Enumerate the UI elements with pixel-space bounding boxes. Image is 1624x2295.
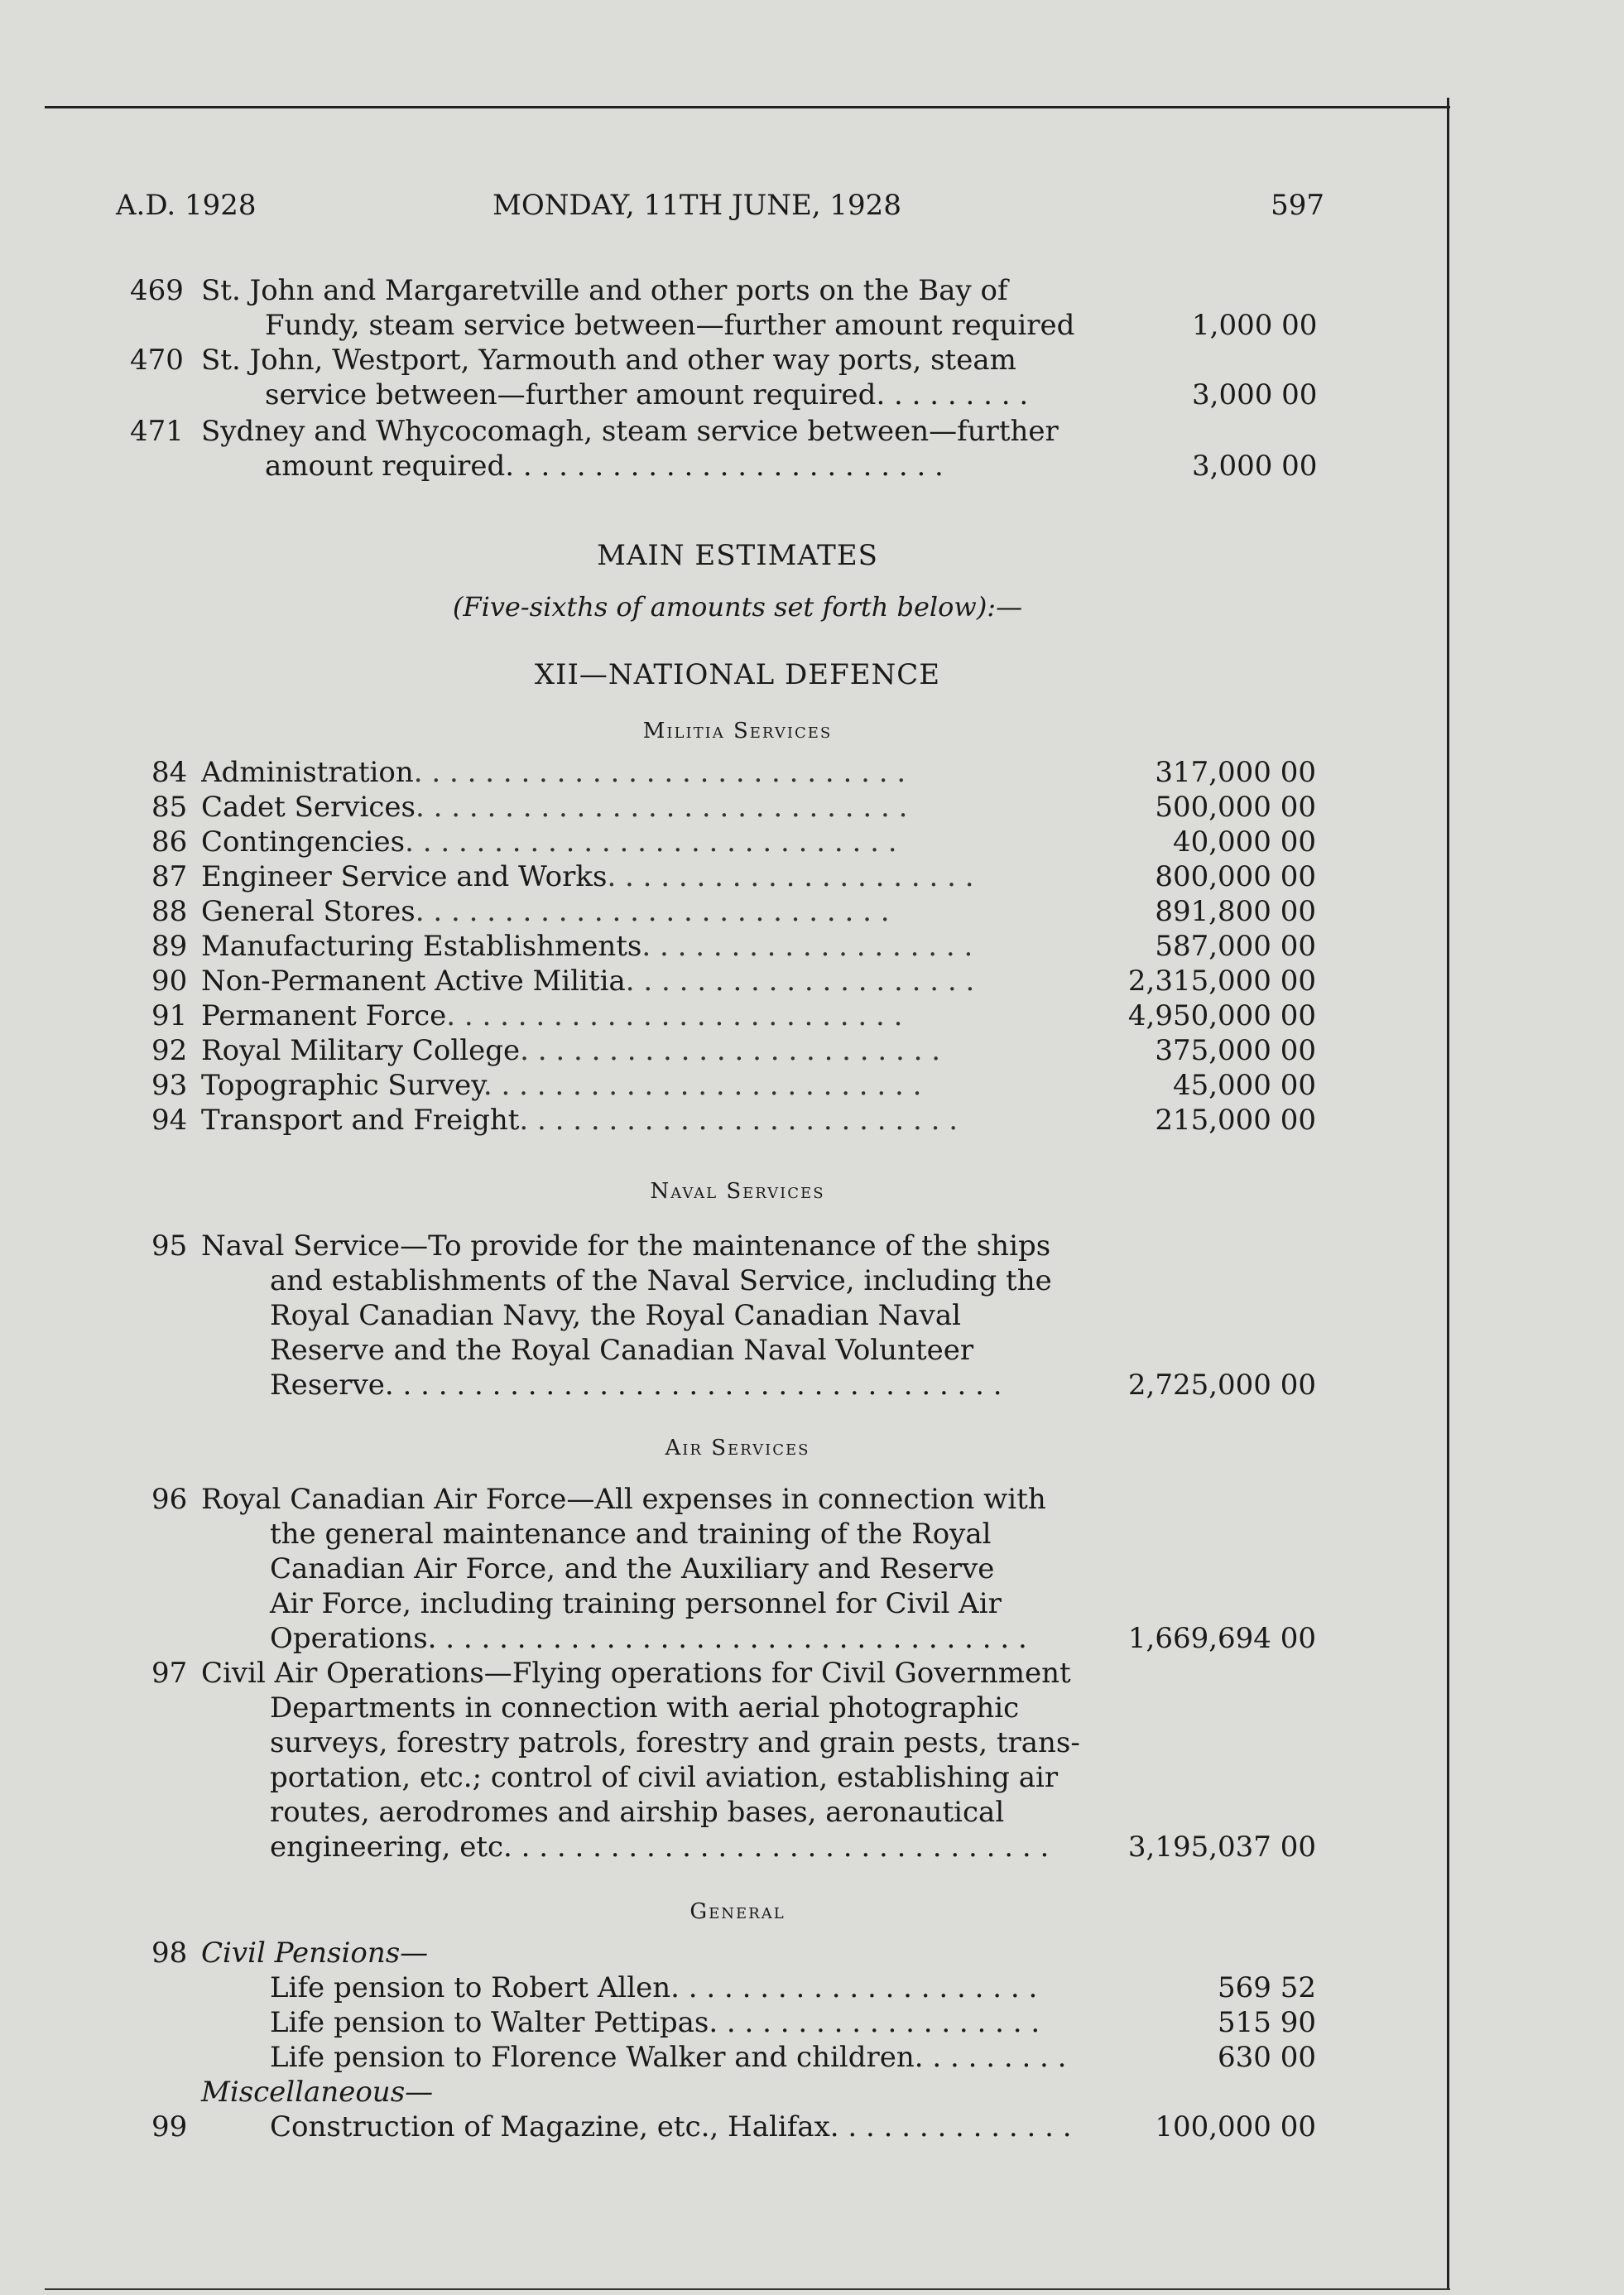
item-amount: 3,000 00 — [1192, 378, 1318, 411]
item-number: 98 — [151, 1937, 188, 1970]
item-number: 470 — [130, 344, 184, 377]
item-number: 94 — [151, 1104, 188, 1137]
item-number: 92 — [151, 1034, 188, 1067]
item-number: 93 — [151, 1069, 188, 1102]
item-text: Reserve and the Royal Canadian Naval Volunteer — [270, 1334, 974, 1367]
item-text: surveys, forestry patrols, forestry and grain pests, trans- — [270, 1726, 1080, 1759]
item-number: 89 — [151, 930, 188, 963]
item-text: Sydney and Whycocomagh, steam service between—further — [201, 415, 1059, 448]
subheading: Miscellaneous— — [201, 2076, 434, 2109]
item-amount: 2,725,000 00 — [1127, 1369, 1316, 1402]
item-number: 95 — [151, 1229, 188, 1263]
item-number: 87 — [151, 860, 188, 893]
item-text: Canadian Air Force, and the Auxiliary and Reserve — [270, 1552, 995, 1585]
item-label: Non-Permanent Active Militia. . . . . . . . . . . . . . . . . . . . — [201, 965, 975, 998]
page-number: 597 — [1271, 189, 1324, 222]
pension-amount: 630 00 — [1218, 2041, 1316, 2074]
item-number: 86 — [151, 825, 188, 859]
item-amount: 100,000 00 — [1155, 2110, 1316, 2143]
item-amount: 4,950,000 00 — [1127, 999, 1316, 1032]
pension-label: Life pension to Robert Allen. . . . . . . . . . . . . . . . . . . . . — [270, 1971, 1038, 2004]
item-number: 471 — [130, 415, 184, 448]
item-text: Fundy, steam service between—further amount required — [265, 309, 1075, 342]
item-number: 88 — [151, 895, 188, 928]
item-amount: 1,000 00 — [1192, 309, 1318, 342]
item-label: Royal Military College. . . . . . . . . . . . . . . . . . . . . . . . — [201, 1034, 941, 1067]
item-amount: 45,000 00 — [1172, 1069, 1316, 1102]
pension-amount: 515 90 — [1218, 2006, 1316, 2039]
main-estimates-title: MAIN ESTIMATES — [597, 539, 878, 572]
pension-label: Life pension to Walter Pettipas. . . . . . . . . . . . . . . . . . . — [270, 2006, 1040, 2039]
general-heading: General — [689, 1899, 786, 1924]
item-text: routes, aerodromes and airship bases, aeronautical — [270, 1796, 1005, 1829]
item-amount: 3,195,037 00 — [1127, 1831, 1316, 1864]
item-text: and establishments of the Naval Service, including the — [270, 1264, 1052, 1297]
header-year: A.D. 1928 — [116, 189, 257, 222]
item-text: St. John, Westport, Yarmouth and other way ports, steam — [201, 344, 1016, 377]
item-amount: 215,000 00 — [1155, 1104, 1316, 1137]
pension-label: Life pension to Florence Walker and children. . . . . . . . . — [270, 2041, 1067, 2074]
item-label: General Stores. . . . . . . . . . . . . . . . . . . . . . . . . . . — [201, 895, 890, 928]
item-amount: 3,000 00 — [1192, 450, 1318, 483]
item-label: Permanent Force. . . . . . . . . . . . . . . . . . . . . . . . . . — [201, 999, 903, 1032]
item-amount: 317,000 00 — [1155, 756, 1316, 789]
item-number: 85 — [151, 791, 188, 824]
item-number: 469 — [130, 274, 184, 307]
item-label: Topographic Survey. . . . . . . . . . . . . . . . . . . . . . . . . — [201, 1069, 922, 1102]
page-border-bottom — [45, 2288, 1450, 2290]
pension-amount: 569 52 — [1218, 1971, 1316, 2004]
item-text: service between—further amount required. . . . . . . . . — [265, 378, 1029, 411]
section-title: XII—NATIONAL DEFENCE — [534, 658, 941, 691]
page-header — [116, 189, 1324, 230]
item-text: Reserve. . . . . . . . . . . . . . . . . . . . . . . . . . . . . . . . . . . — [270, 1369, 1002, 1402]
item-text: Naval Service—To provide for the maintenance of the ships — [201, 1229, 1051, 1263]
item-label: Transport and Freight. . . . . . . . . . . . . . . . . . . . . . . . . — [201, 1104, 958, 1137]
item-label: Construction of Magazine, etc., Halifax. . . . . . . . . . . . . . — [270, 2110, 1072, 2143]
item-amount: 587,000 00 — [1155, 930, 1316, 963]
item-text: Departments in connection with aerial photographic — [270, 1691, 1020, 1725]
header-date: MONDAY, 11TH JUNE, 1928 — [492, 189, 901, 222]
main-estimates-subtitle: (Five-sixths of amounts set forth below):— — [452, 591, 1023, 623]
item-text: amount required. . . . . . . . . . . . . . . . . . . . . . . . . — [265, 450, 944, 483]
item-number: 99 — [151, 2110, 188, 2143]
item-label: Contingencies. . . . . . . . . . . . . . . . . . . . . . . . . . . . — [201, 825, 897, 859]
item-label: Engineer Service and Works. . . . . . . . . . . . . . . . . . . . . — [201, 860, 974, 893]
item-label: Cadet Services. . . . . . . . . . . . . . . . . . . . . . . . . . . . — [201, 791, 908, 824]
item-amount: 500,000 00 — [1155, 791, 1316, 824]
item-number: 84 — [151, 756, 188, 789]
air-heading: Air Services — [665, 1436, 810, 1460]
item-amount: 2,315,000 00 — [1127, 965, 1316, 998]
item-text: St. John and Margaretville and other ports on the Bay of — [201, 274, 1008, 307]
naval-heading: Naval Services — [650, 1179, 825, 1204]
item-text: Civil Air Operations—Flying operations for Civil Government — [201, 1657, 1071, 1690]
item-text: Operations. . . . . . . . . . . . . . . . . . . . . . . . . . . . . . . . . . — [270, 1622, 1027, 1655]
item-number: 96 — [151, 1483, 188, 1516]
item-amount: 375,000 00 — [1155, 1034, 1316, 1067]
item-amount: 40,000 00 — [1172, 825, 1316, 859]
item-text: Royal Canadian Air Force—All expenses in connection with — [201, 1483, 1046, 1516]
item-label: Manufacturing Establishments. . . . . . . . . . . . . . . . . . . — [201, 930, 973, 963]
page-border-top — [45, 106, 1450, 108]
item-number: 91 — [151, 999, 188, 1032]
item-number: 97 — [151, 1657, 188, 1690]
item-text: Air Force, including training personnel for Civil Air — [270, 1587, 1002, 1620]
item-amount: 891,800 00 — [1155, 895, 1316, 928]
item-text: the general maintenance and training of the Royal — [270, 1518, 992, 1551]
item-amount: 800,000 00 — [1155, 860, 1316, 893]
item-number: 90 — [151, 965, 188, 998]
item-text: engineering, etc. . . . . . . . . . . . . . . . . . . . . . . . . . . . . . . — [270, 1831, 1050, 1864]
militia-heading: Militia Services — [642, 719, 833, 743]
item-amount: 1,669,694 00 — [1127, 1622, 1316, 1655]
item-label: Administration. . . . . . . . . . . . . . . . . . . . . . . . . . . . — [201, 756, 906, 789]
item-text: portation, etc.; control of civil aviation, establishing air — [270, 1761, 1059, 1794]
item-text: Royal Canadian Navy, the Royal Canadian Naval — [270, 1299, 961, 1332]
subheading: Civil Pensions— — [201, 1937, 429, 1970]
